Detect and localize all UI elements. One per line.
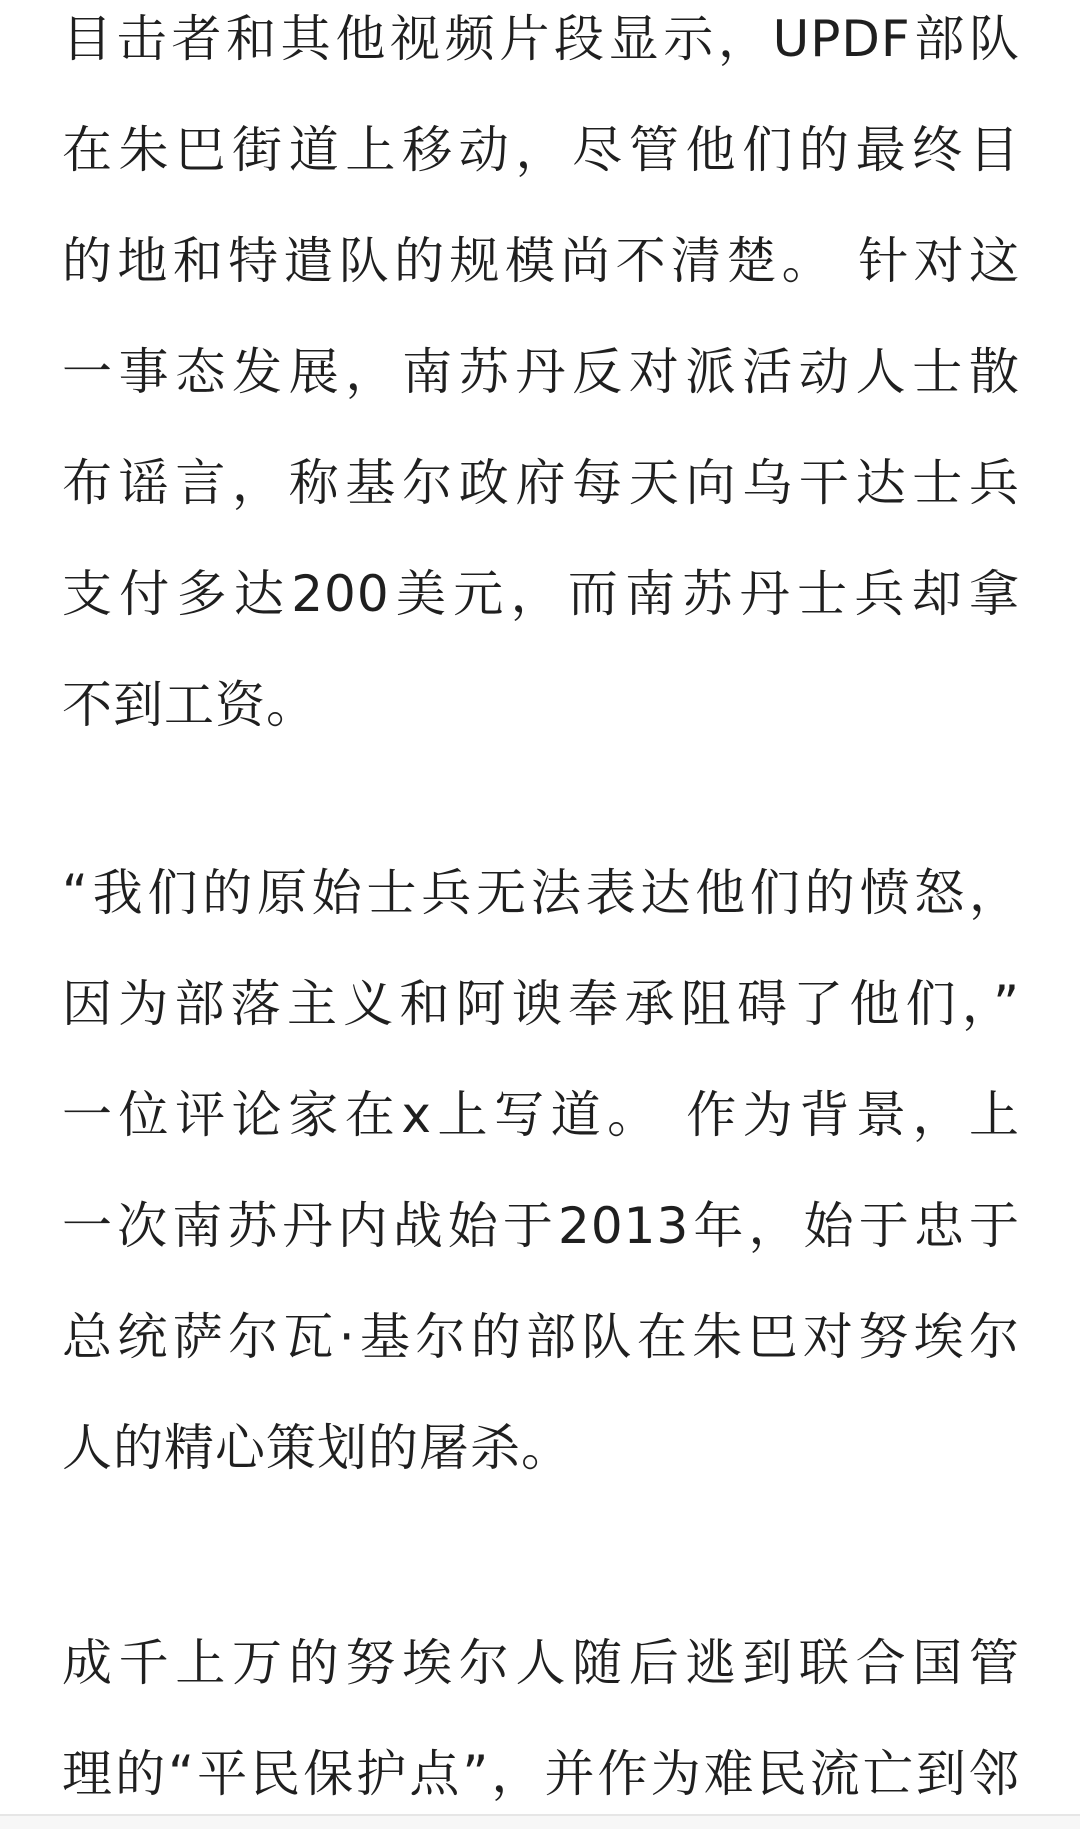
- paragraph-line: 支付多达200美元，而南苏丹士兵却拿: [62, 565, 1020, 623]
- paragraph-line: 布谣言，称基尔政府每天向乌干达士兵: [62, 454, 1020, 512]
- article-paragraph-2: [62, 838, 1020, 1504]
- paragraph-line: 人的精心策划的屠杀。: [62, 1419, 572, 1477]
- article-body: [62, 0, 1020, 1814]
- paragraph-line: 的地和特遣队的规模尚不清楚。 针对这: [62, 232, 1020, 290]
- paragraph-line: 在朱巴街道上移动，尽管他们的最终目: [62, 121, 1020, 179]
- paragraph-line: 不到工资。: [62, 676, 317, 734]
- article-paragraph-3: [62, 1608, 1020, 1814]
- bottom-bar: [0, 1816, 1080, 1829]
- paragraph-line: 总统萨尔瓦·基尔的部队在朱巴对努埃尔: [62, 1308, 1020, 1366]
- paragraph-line: 一事态发展，南苏丹反对派活动人士散: [62, 343, 1020, 401]
- paragraph-line: 一次南苏丹内战始于2013年，始于忠于: [62, 1197, 1020, 1255]
- paragraph-line: 理的“平民保护点”，并作为难民流亡到邻: [62, 1745, 1020, 1803]
- paragraph-line: “我们的原始士兵无法表达他们的愤怒，: [62, 864, 1020, 922]
- paragraph-line: 成千上万的努埃尔人随后逃到联合国管: [62, 1634, 1020, 1692]
- paragraph-line: 一位评论家在x上写道。 作为背景，上: [62, 1086, 1020, 1144]
- article-paragraph-1: [62, 0, 1020, 761]
- paragraph-line: 因为部落主义和阿谀奉承阻碍了他们，”: [62, 975, 1020, 1033]
- paragraph-line: 目击者和其他视频片段显示，UPDF部队: [62, 10, 1020, 68]
